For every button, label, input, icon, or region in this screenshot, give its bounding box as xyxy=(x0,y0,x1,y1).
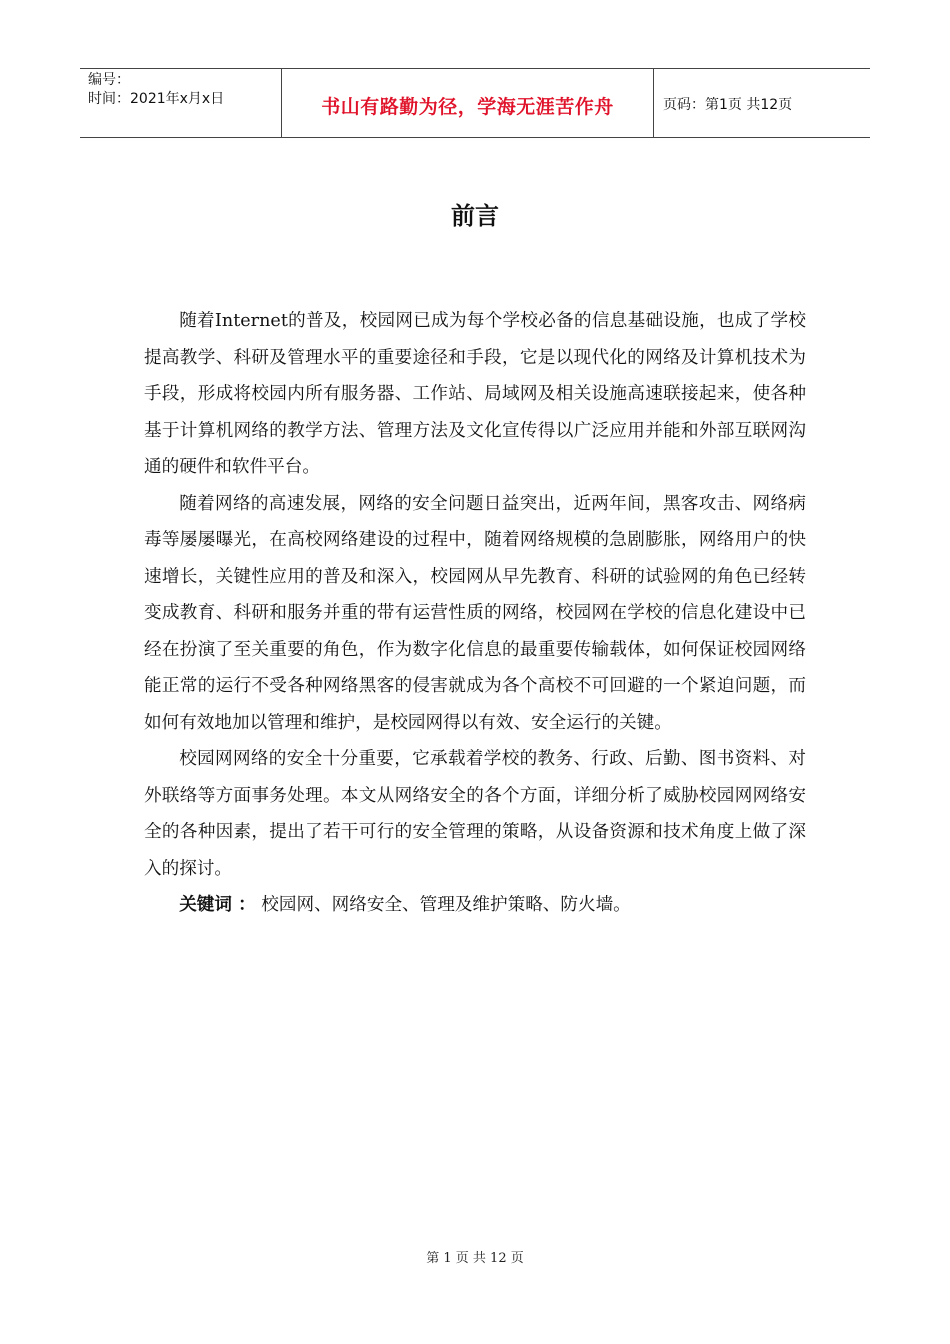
keywords-text: 校园网、网络安全、管理及维护策略、防火墙。 xyxy=(261,895,631,915)
header-motto: 书山有路勤为径，学海无涯苦作舟 xyxy=(321,95,614,118)
header-motto-cell xyxy=(281,69,654,137)
date-label: 时间：2021年x月x日 xyxy=(88,91,225,107)
header-page-cell xyxy=(654,69,870,137)
document-body xyxy=(144,303,806,924)
header-page-label: 页码：第1页 共12页 xyxy=(663,97,793,113)
page-title: 前言 xyxy=(451,202,499,230)
paragraph: 随着Internet的普及，校园网已成为每个学校必备的信息基础设施，也成了学校提高教学、科研及管理水平的重要途径和手段，它是以现代化的网络及计算机技术为手段，形成将校园内所有服务器、工作站、局域网及相关设施高速联接起来，使各种基于计算机网络的教学方法、管理方法及文化宣传得以广泛应用并能和外部互联网沟通的硬件和软件平台。 xyxy=(144,311,806,477)
keywords-label: 关键词 ： xyxy=(179,895,256,915)
page-footer: 第 1 页 共 12 页 xyxy=(426,1251,524,1266)
header-meta-cell xyxy=(80,69,281,137)
keywords-line xyxy=(144,887,806,924)
page-header xyxy=(80,68,870,138)
serial-label: 编号： xyxy=(88,72,130,88)
paragraph: 校园网网络的安全十分重要，它承载着学校的教务、行政、后勤、图书资料、对外联络等方面事务处理。本文从网络安全的各个方面，详细分析了威胁校园网网络安全的各种因素，提出了若干可行的安全管理的策略，从设备资源和技术角度上做了深入的探讨。 xyxy=(144,749,806,879)
paragraph: 随着网络的高速发展，网络的安全问题日益突出，近两年间，黑客攻击、网络病毒等屡屡曝光，在高校网络建设的过程中，随着网络规模的急剧膨胀，网络用户的快速增长，关键性应用的普及和深入，校园网从早先教育、科研的试验网的角色已经转变成教育、科研和服务并重的带有运营性质的网络，校园网在学校的信息化建设中已经在扮演了至关重要的角色，作为数字化信息的最重要传输载体，如何保证校园网络能正常的运行不受各种网络黑客的侵害就成为各个高校不可回避的一个紧迫问题，而如何有效地加以管理和维护，是校园网得以有效、安全运行的关键。 xyxy=(144,493,806,733)
